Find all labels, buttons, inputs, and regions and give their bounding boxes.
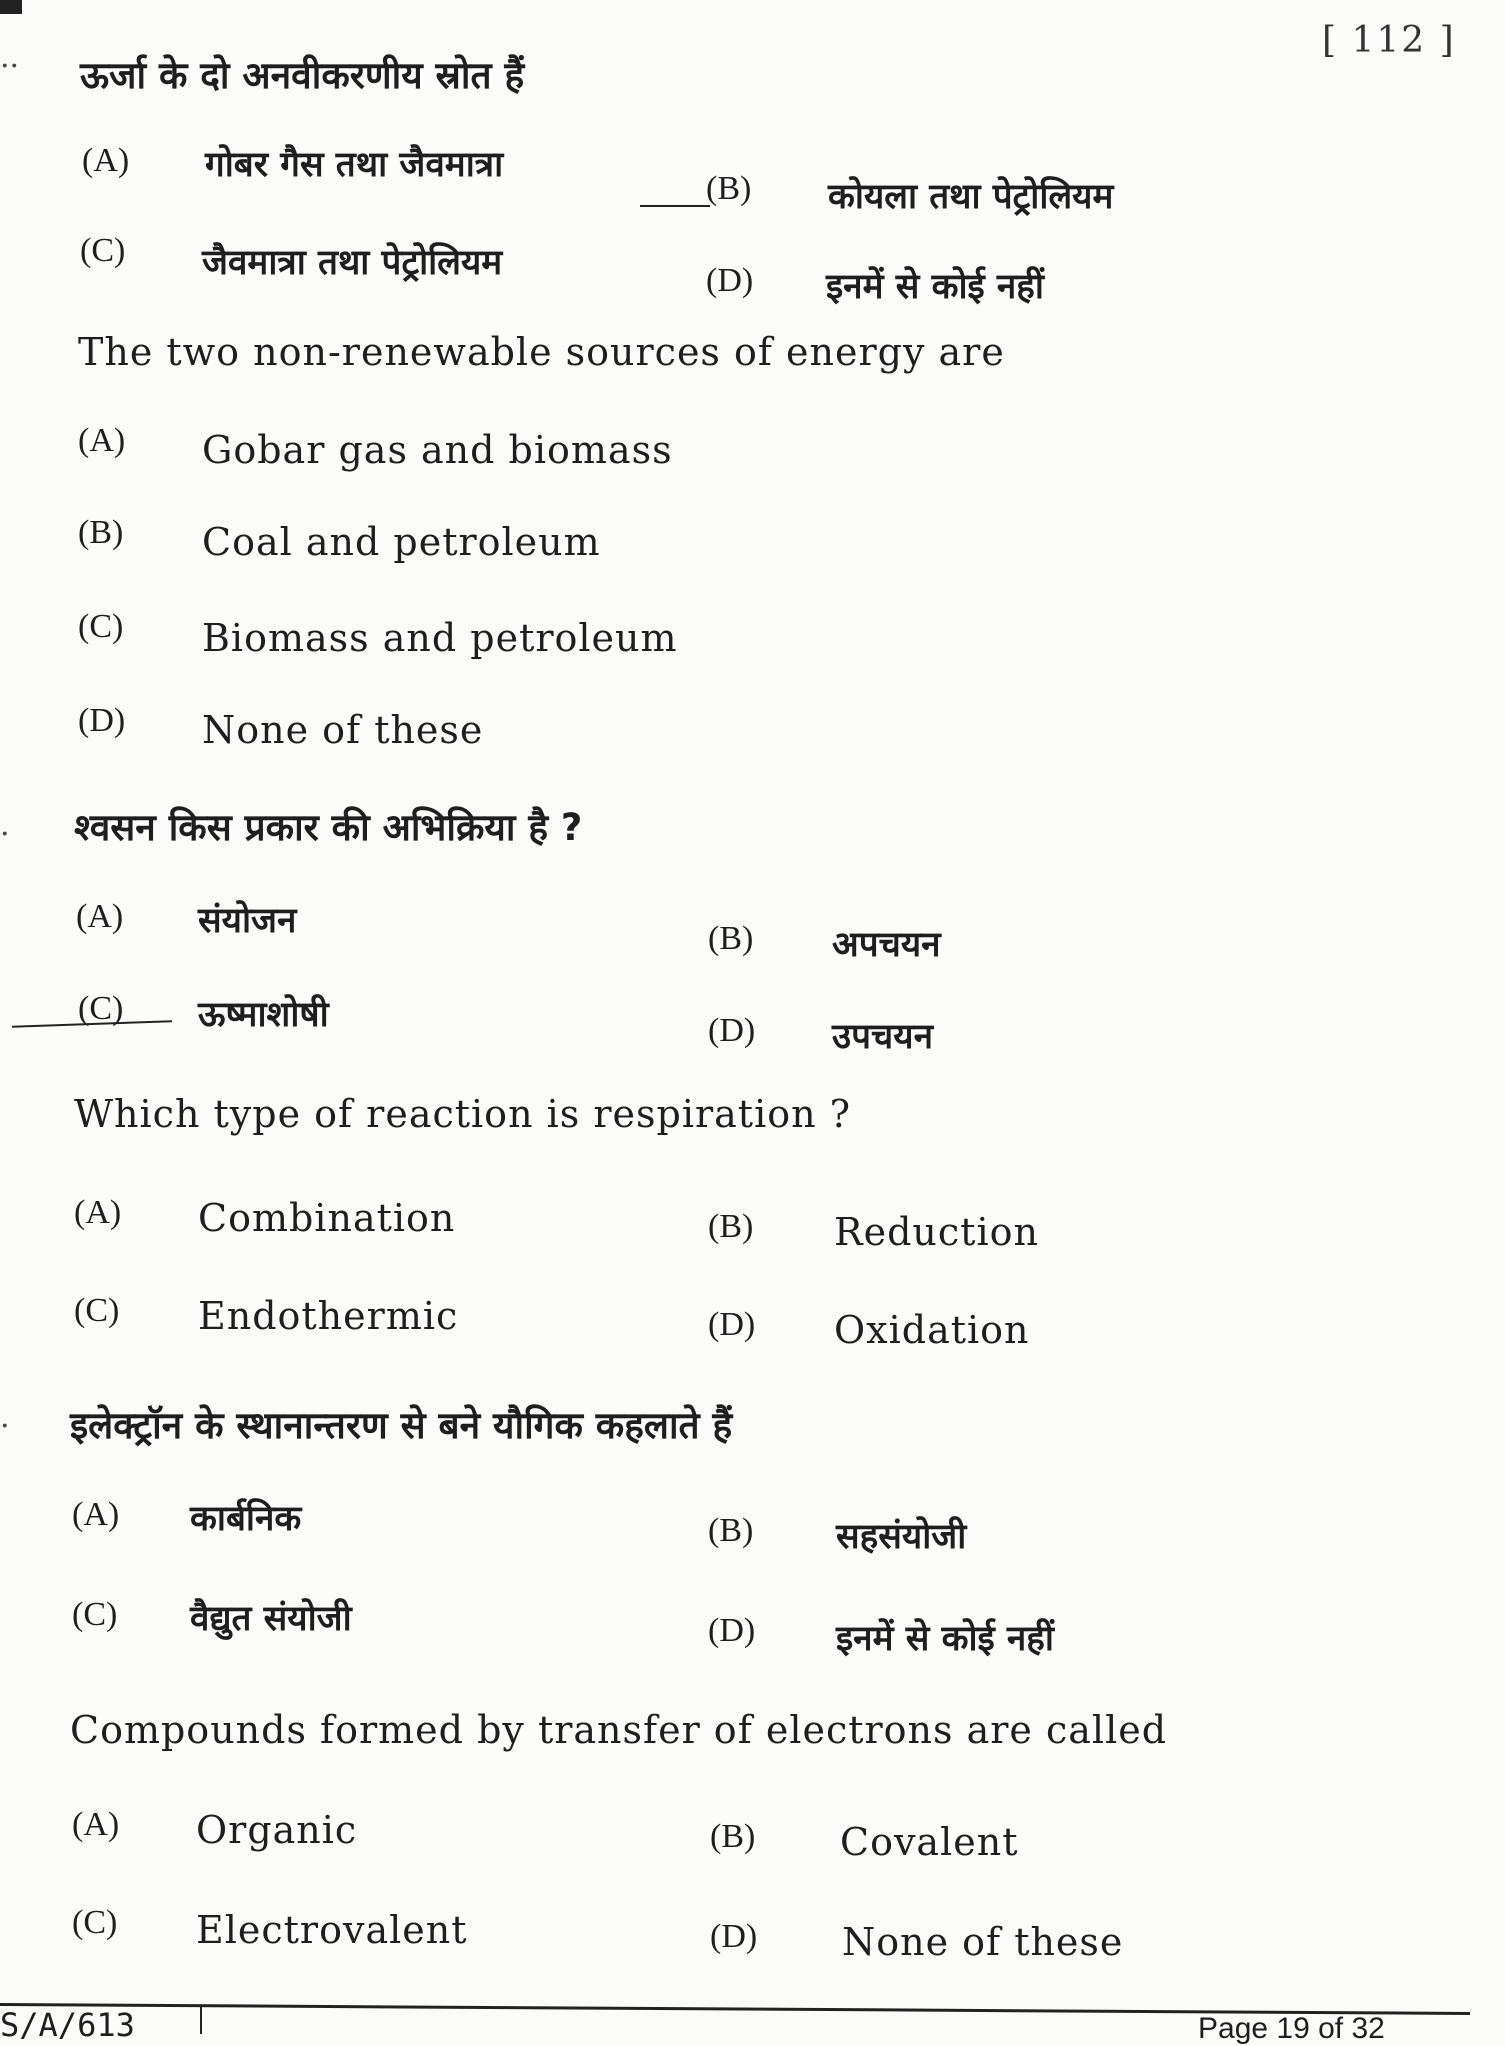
- option-text: Gobar gas and biomass: [202, 428, 673, 472]
- question-number-fragment: .: [0, 808, 10, 843]
- option-label: (D): [708, 1306, 756, 1343]
- question-1-hindi: ऊर्जा के दो अनवीकरणीय स्रोत हैं: [80, 54, 525, 97]
- option-label: (C): [72, 1904, 118, 1941]
- option-label: (C): [72, 1596, 118, 1633]
- option-text: Organic: [196, 1808, 358, 1852]
- scan-corner-mark: [0, 0, 22, 14]
- option-text: Combination: [198, 1196, 456, 1240]
- answer-tick-mark: [640, 205, 710, 207]
- option-text: गोबर गैस तथा जैवमात्रा: [205, 145, 504, 185]
- question-3-hindi: इलेक्ट्रॉन के स्थानान्तरण से बने यौगिक कहलाते हैं: [70, 1404, 733, 1447]
- option-text: जैवमात्रा तथा पेट्रोलियम: [202, 243, 503, 283]
- question-1-english: The two non-renewable sources of energy are: [78, 330, 1005, 374]
- page-bracket-number: [ 112 ]: [1322, 20, 1456, 61]
- option-text: None of these: [202, 708, 484, 752]
- question-3-english: Compounds formed by transfer of electrons are called: [70, 1708, 1168, 1752]
- option-label: (D): [78, 702, 126, 739]
- option-text: ऊष्माशोषी: [198, 995, 329, 1035]
- option-text: अपचयन: [832, 925, 941, 965]
- option-text: सहसंयोजी: [836, 1517, 967, 1557]
- option-label: (B): [706, 170, 752, 207]
- option-label: (A): [78, 422, 126, 459]
- option-text: Covalent: [840, 1820, 1019, 1864]
- option-label: (A): [82, 142, 130, 179]
- option-text: इनमें से कोई नहीं: [836, 1619, 1054, 1659]
- option-text: Endothermic: [198, 1294, 459, 1338]
- option-label: (B): [78, 514, 124, 551]
- option-text: वैद्युत संयोजी: [190, 1599, 352, 1639]
- option-text: कोयला तथा पेट्रोलियम: [828, 177, 1114, 217]
- question-number-fragment: .: [0, 1400, 10, 1435]
- option-text: Coal and petroleum: [202, 520, 601, 564]
- question-2-english: Which type of reaction is respiration ?: [74, 1092, 852, 1136]
- footer-vertical-divider: [200, 2005, 202, 2034]
- option-text: उपचयन: [832, 1017, 934, 1057]
- option-label: (A): [72, 1496, 120, 1533]
- option-label: (D): [710, 1918, 758, 1955]
- option-label: (A): [76, 898, 124, 935]
- option-label: (B): [710, 1818, 756, 1855]
- option-label: (D): [708, 1012, 756, 1049]
- option-text: कार्बनिक: [190, 1499, 302, 1539]
- option-text: None of these: [842, 1920, 1124, 1964]
- option-text: Reduction: [834, 1210, 1039, 1254]
- option-text: Electrovalent: [196, 1908, 468, 1952]
- option-label: (A): [72, 1806, 120, 1843]
- page-indicator: Page 19 of 32: [1198, 2012, 1385, 2045]
- option-label: (A): [74, 1194, 122, 1231]
- option-label: (D): [708, 1612, 756, 1649]
- option-label: (C): [80, 232, 126, 269]
- option-label: (C): [78, 608, 124, 645]
- option-label: (D): [706, 262, 754, 299]
- option-text: Biomass and petroleum: [202, 616, 678, 660]
- paper-code: S/A/613: [0, 2006, 135, 2044]
- option-text: संयोजन: [198, 901, 297, 941]
- question-number-fragment: ..: [0, 40, 20, 75]
- option-label: (B): [708, 920, 754, 957]
- option-label: (C): [78, 990, 124, 1027]
- option-label: (B): [708, 1208, 754, 1245]
- question-2-hindi: श्वसन किस प्रकार की अभिक्रिया है ?: [74, 806, 583, 849]
- option-label: (C): [74, 1292, 120, 1329]
- option-text: Oxidation: [834, 1308, 1030, 1352]
- option-text: इनमें से कोई नहीं: [826, 267, 1044, 307]
- option-label: (B): [708, 1512, 754, 1549]
